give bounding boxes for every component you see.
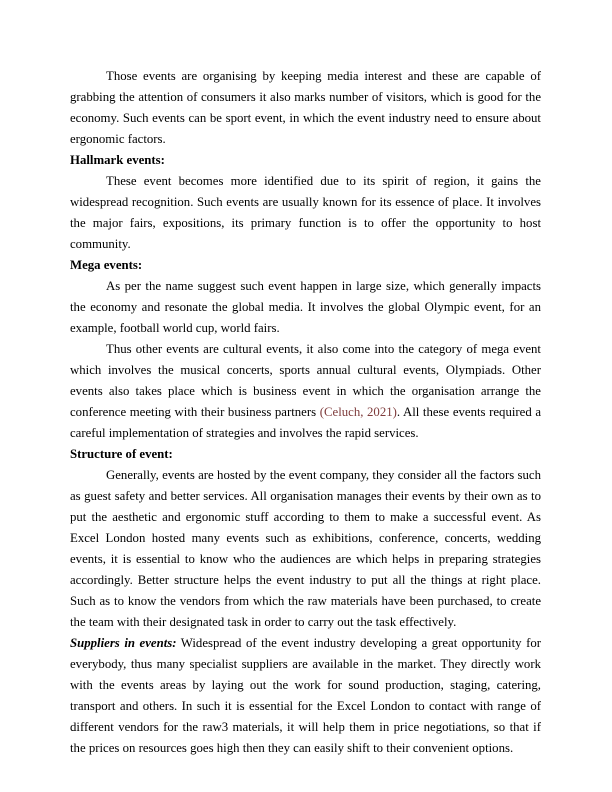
section-heading-structure-of-event: Structure of event:: [70, 447, 173, 461]
paragraph-mega-events-2: [70, 339, 541, 444]
section-heading-hallmark-events: Hallmark events:: [70, 153, 165, 167]
paragraph-text: Thus other events are cultural events, it also come into the category of mega event which involves the musical concerts, sports annual cultural events, Olympiads. Other events also takes place which is business event in which the organisation arrange the conference meeting with their business partners: [70, 342, 541, 419]
paragraph-text: Widespread of the event industry developing a great opportunity for everybody, thus many specialist suppliers are available in the market. They directly work with the events areas by laying out the work for sound production, staging, catering, transport and others. In such it is essential for the Excel London to contact with range of different vendors for the raw3 materials, it will help them in price negotiations, so that if the prices on resources goes high then they can easily shift to their convenient options.: [70, 636, 541, 755]
section-heading-mega-events: Mega events:: [70, 258, 143, 272]
paragraph-mega-events-1: As per the name suggest such event happen in large size, which generally impacts the economy and resonate the global media. It involves the global Olympic event, for an example, football world cup, world fairs.: [70, 279, 541, 335]
inline-heading-suppliers-in-events: Suppliers in events:: [70, 636, 177, 650]
paragraph-text: . All these events required a careful implementation of strategies and involves the rapid services.: [70, 405, 542, 440]
paragraph-suppliers-in-events: [70, 633, 541, 759]
paragraph-hallmark-events: These event becomes more identified due to its spirit of region, it gains the widespread recognition. Such events are usually known for its essence of place. It involves the major fairs, expositions, its primary function is to offer the opportunity to host community.: [70, 174, 541, 251]
citation: (Celuch, 2021): [319, 405, 397, 419]
paragraph-structure-of-event: Generally, events are hosted by the event company, they consider all the factors such as guest safety and better services. All organisation manages their events by their own as to put the aesthetic and ergonomic stuff according to them to make a successful event. As Excel London hosted many events such as exhibitions, conference, concerts, wedding events, it is essential to know who the audiences are which helps in preparing strategies accordingly. Better structure helps the event industry to put all the things at right place. Such as to know the vendors from which the raw materials have been purchased, to create the team with their designated task in order to carry out the task effectively.: [70, 468, 541, 629]
paragraph-intro: Those events are organising by keeping media interest and these are capable of grabbing the attention of consumers it also marks number of visitors, which is good for the economy. Such events can be sport event, in which the event industry need to ensure about ergonomic factors.: [70, 69, 541, 146]
